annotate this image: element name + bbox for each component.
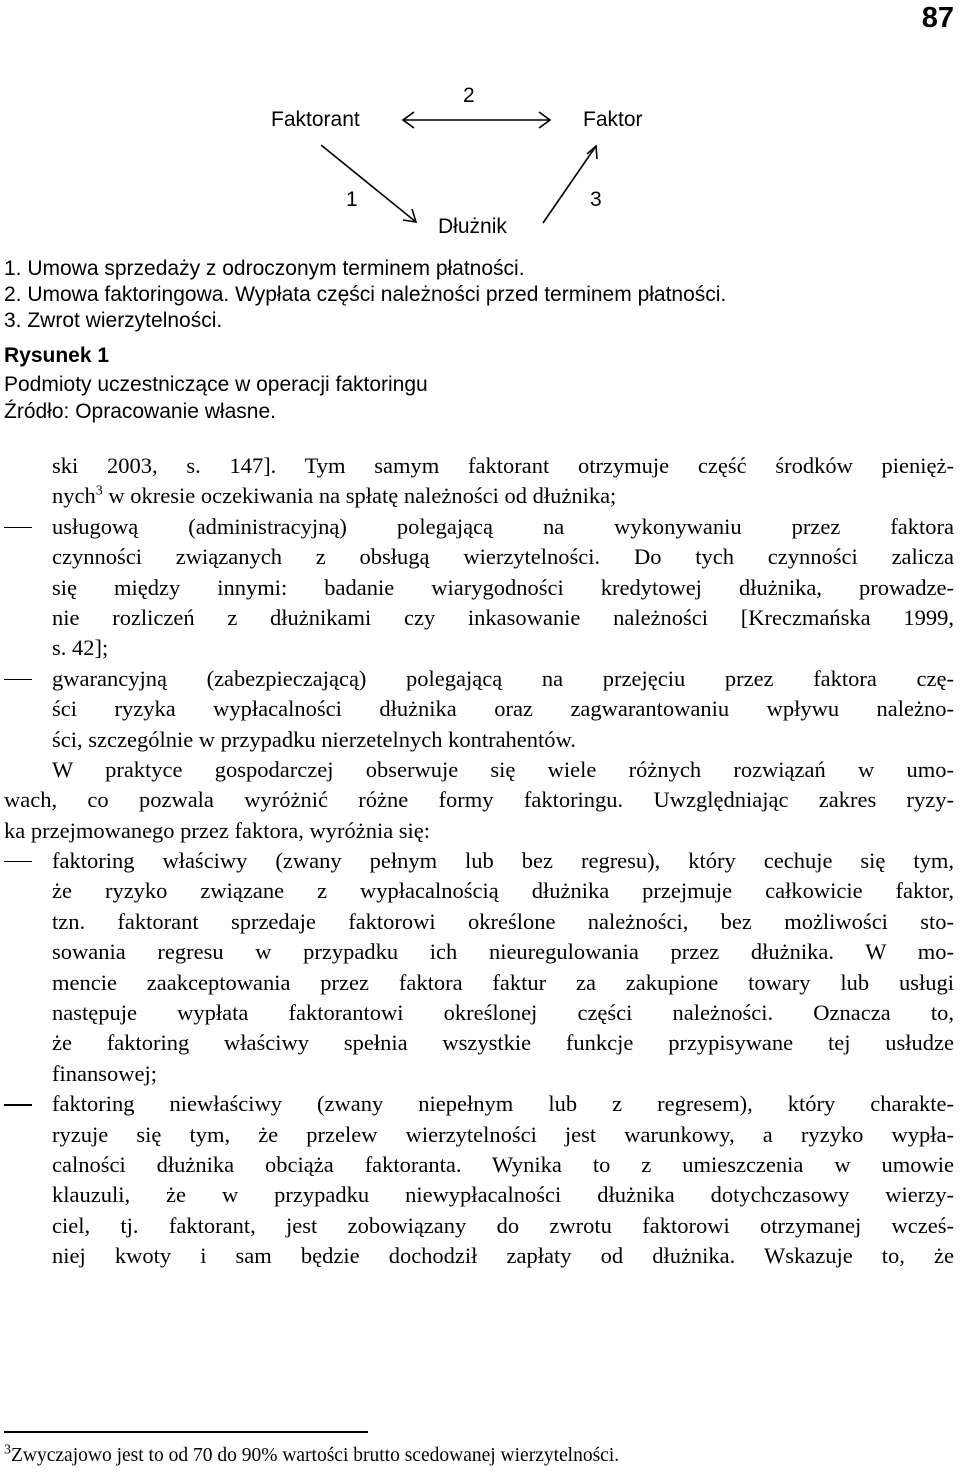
- body-line: gwarancyjną (zabezpieczającą) polegającą na przejęciu przez faktora czę-: [52, 665, 954, 691]
- footnote: [4, 1442, 620, 1467]
- diagram-arrows: [0, 0, 960, 260]
- body-line: się między innymi: badanie wiarygodności kredytowej dłużnika, prowadze-: [52, 574, 954, 600]
- dash-marker: [4, 861, 32, 862]
- figure-title: Podmioty uczestniczące w operacji faktoringu: [4, 373, 428, 396]
- dash-marker: [4, 527, 32, 528]
- bullet-item: [4, 846, 954, 1089]
- dash-marker: [4, 1104, 32, 1105]
- caption-item-2: 2. Umowa faktoringowa. Wypłata części należności przed terminem płatności.: [4, 283, 727, 306]
- arrow-label-1: 1: [346, 188, 358, 211]
- body-line: tzn. faktorant sprzedaje faktorowi określone należności, bez możliwości sto-: [52, 908, 954, 934]
- body-line: s. 42];: [52, 635, 109, 661]
- arrow-label-2: 2: [463, 84, 475, 107]
- arrow-dluznik-faktor: [543, 146, 596, 223]
- body-text: [4, 451, 954, 1272]
- body-line: ści, szczególnie w przypadku nierzetelnych kontrahentów.: [52, 726, 576, 752]
- footnote-ref: 3: [95, 483, 103, 499]
- body-line: faktoring właściwy (zwany pełnym lub bez regresu), który cechuje się tym,: [52, 848, 954, 874]
- body-line-text: nych: [52, 483, 96, 509]
- body-line: czynności związanych z obsługą wierzytelności. Do tych czynności zalicza: [52, 544, 954, 570]
- body-line: wach, co pozwala wyróżnić różne formy faktoringu. Uwzględniając zakres ryzy-: [4, 787, 954, 813]
- node-faktor: Faktor: [583, 108, 643, 131]
- node-dluznik: Dłużnik: [438, 215, 507, 238]
- body-line: finansowej;: [52, 1060, 157, 1086]
- body-line: nie rozliczeń z dłużnikami czy inkasowanie należności [Kreczmańska 1999,: [52, 604, 954, 630]
- bullet-item: [4, 1089, 954, 1271]
- figure-label: Rysunek 1: [4, 344, 110, 367]
- body-line: sowania regresu w przypadku ich nieuregulowania przez dłużnika. W mo-: [52, 939, 954, 965]
- body-line: ryzuje się tym, że przelew wierzytelności jest warunkowy, a ryzyko wypła-: [52, 1121, 954, 1147]
- body-line: W praktyce gospodarczej obserwuje się wiele różnych rozwiązań w umo-: [52, 756, 954, 782]
- footnote-rule: [4, 1431, 368, 1433]
- bullet-item: [4, 664, 954, 755]
- bullet-item: [4, 512, 954, 664]
- figure-source: Źródło: Opracowanie własne.: [4, 400, 276, 423]
- body-line: ści ryzyka wypłacalności dłużnika oraz zagwarantowaniu wpływu należno-: [52, 696, 954, 722]
- arrow-label-3: 3: [590, 188, 602, 211]
- body-line: [4, 481, 954, 511]
- footnote-marker: 3: [4, 1442, 11, 1458]
- body-line: że ryzyko związane z wypłacalnością dłużnika przejmuje całkowicie faktor,: [52, 878, 954, 904]
- body-line: niej kwoty i sam będzie dochodził zapłaty od dłużnika. Wskazuje to, że: [52, 1243, 954, 1269]
- body-line: calności dłużnika obciąża faktoranta. Wynika to z umieszczenia w umowie: [52, 1151, 954, 1177]
- caption-item-1: 1. Umowa sprzedaży z odroczonym terminem płatności.: [4, 257, 525, 280]
- arrow-faktorant-dluznik: [321, 145, 416, 222]
- node-faktorant: Faktorant: [271, 108, 360, 131]
- body-line: ski 2003, s. 147]. Tym samym faktorant otrzymuje część środków pienięż-: [52, 453, 954, 478]
- dash-marker: [4, 679, 32, 680]
- footnote-text: Zwyczajowo jest to od 70 do 90% wartości brutto scedowanej wierzytelności.: [11, 1445, 620, 1466]
- body-line: ka przejmowanego przez faktora, wyróżnia się:: [4, 817, 431, 843]
- body-line-text: w okresie oczekiwania na spłatę należności od dłużnika;: [102, 483, 617, 509]
- page-number: 87: [921, 2, 954, 34]
- body-line: mencie zaakceptowania przez faktora faktur za zakupione towary lub usługi: [52, 969, 954, 995]
- body-line: klauzuli, że w przypadku niewypłacalności dłużnika dotychczasowy wierzy-: [52, 1182, 954, 1208]
- body-line: ciel, tj. faktorant, jest zobowiązany do zwrotu faktorowi otrzymanej wcześ-: [52, 1212, 954, 1238]
- body-line: usługową (administracyjną) polegającą na wykonywaniu przez faktora: [52, 513, 954, 539]
- caption-item-3: 3. Zwrot wierzytelności.: [4, 309, 223, 332]
- body-line: faktoring niewłaściwy (zwany niepełnym lub z regresem), który charakte-: [52, 1091, 954, 1117]
- body-line: że faktoring właściwy spełnia wszystkie funkcje przypisywane tej usłudze: [52, 1030, 954, 1056]
- body-line: następuje wypłata faktorantowi określonej części należności. Oznacza to,: [52, 1000, 954, 1026]
